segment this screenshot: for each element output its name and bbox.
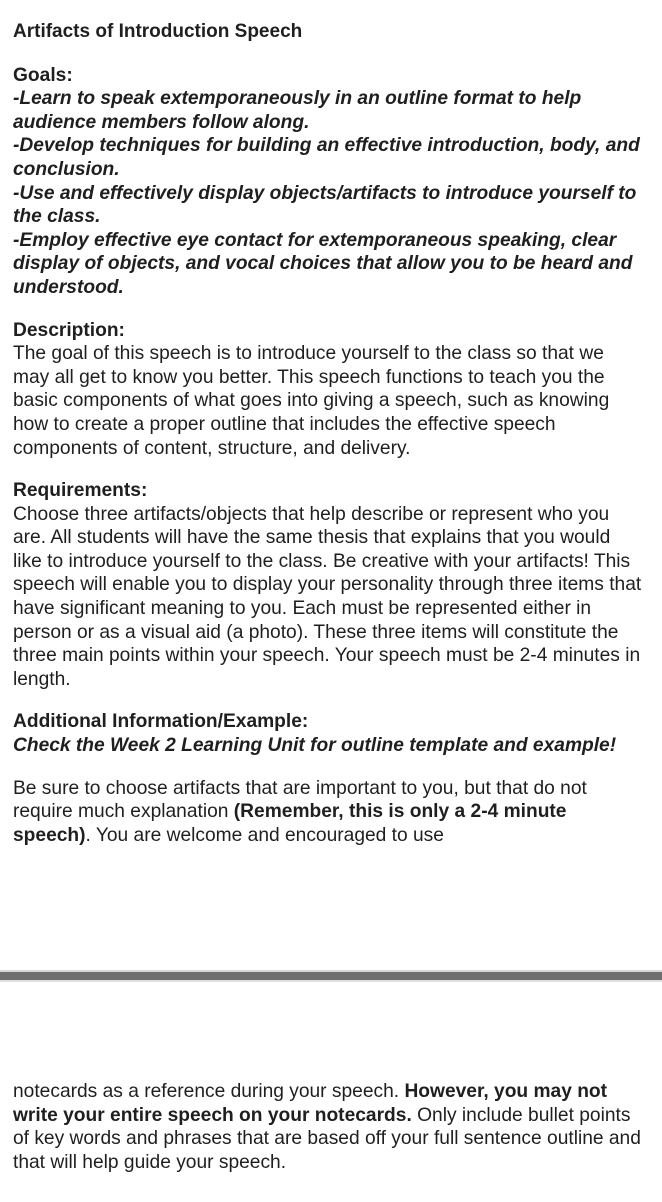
- goals-section: [13, 64, 643, 300]
- page-2-content: [13, 1080, 643, 1174]
- notecards-text-start: notecards as a reference during your speech.: [13, 1081, 405, 1102]
- description-text: The goal of this speech is to introduce yourself to the class so that we may all get to know you better. This speech functions to teach you the basic components of what goes into giving a speech, such as knowing how to create a proper outline that includes the effective speech components of content, structure, and delivery.: [13, 343, 610, 459]
- description-heading: Description:: [13, 319, 125, 341]
- advice-text-bold: (Remember, this is only a 2-4 minute speech): [13, 801, 567, 846]
- requirements-text: Choose three artifacts/objects that help describe or represent who you are. All students will have the same thesis that explains that you would like to introduce yourself to the class. Be creative with your artifacts! This speech will enable you to display your personality through three items that have significant meaning to you. Each must be represented either in person or as a visual aid (a photo). These three items will constitute the three main points within your speech. Your speech must be 2-4 minutes in length.: [13, 503, 642, 690]
- advice-text-start: Be sure to choose artifacts that are important to you, but that do not require much explanation: [13, 777, 587, 823]
- additional-info-heading: Additional Information/Example:: [13, 711, 309, 733]
- document-title: Artifacts of Introduction Speech: [13, 21, 303, 42]
- goal-item: -Learn to speak extemporaneously in an outline format to help audience members follow along.: [13, 88, 582, 133]
- artifacts-advice-paragraph: [13, 777, 643, 848]
- additional-info-note: Check the Week 2 Learning Unit for outline template and example!: [13, 735, 617, 757]
- page-1-content: [13, 20, 643, 847]
- notecards-paragraph: [13, 1080, 643, 1174]
- requirements-section: [13, 479, 643, 691]
- notecards-text-end: Only include bullet points of key words and phrases that are based off your full sentence outline and that will help guide your speech.: [13, 1104, 641, 1173]
- additional-info-section: [13, 710, 643, 757]
- description-section: [13, 319, 643, 461]
- goal-item: -Develop techniques for building an effective introduction, body, and conclusion.: [13, 135, 640, 180]
- notecards-text-bold: However, you may not write your entire speech on your notecards.: [13, 1081, 608, 1126]
- requirements-heading: Requirements:: [13, 480, 148, 502]
- page-separator: [0, 970, 662, 982]
- advice-text-end: . You are welcome and encouraged to use: [85, 824, 444, 846]
- goal-item: -Use and effectively display objects/artifacts to introduce yourself to the class.: [13, 182, 637, 228]
- goal-item: -Employ effective eye contact for extemporaneous speaking, clear display of objects, and vocal choices that allow you to be heard and understood.: [13, 229, 633, 298]
- document-page-2: [0, 982, 662, 1202]
- goals-heading: Goals:: [13, 64, 73, 86]
